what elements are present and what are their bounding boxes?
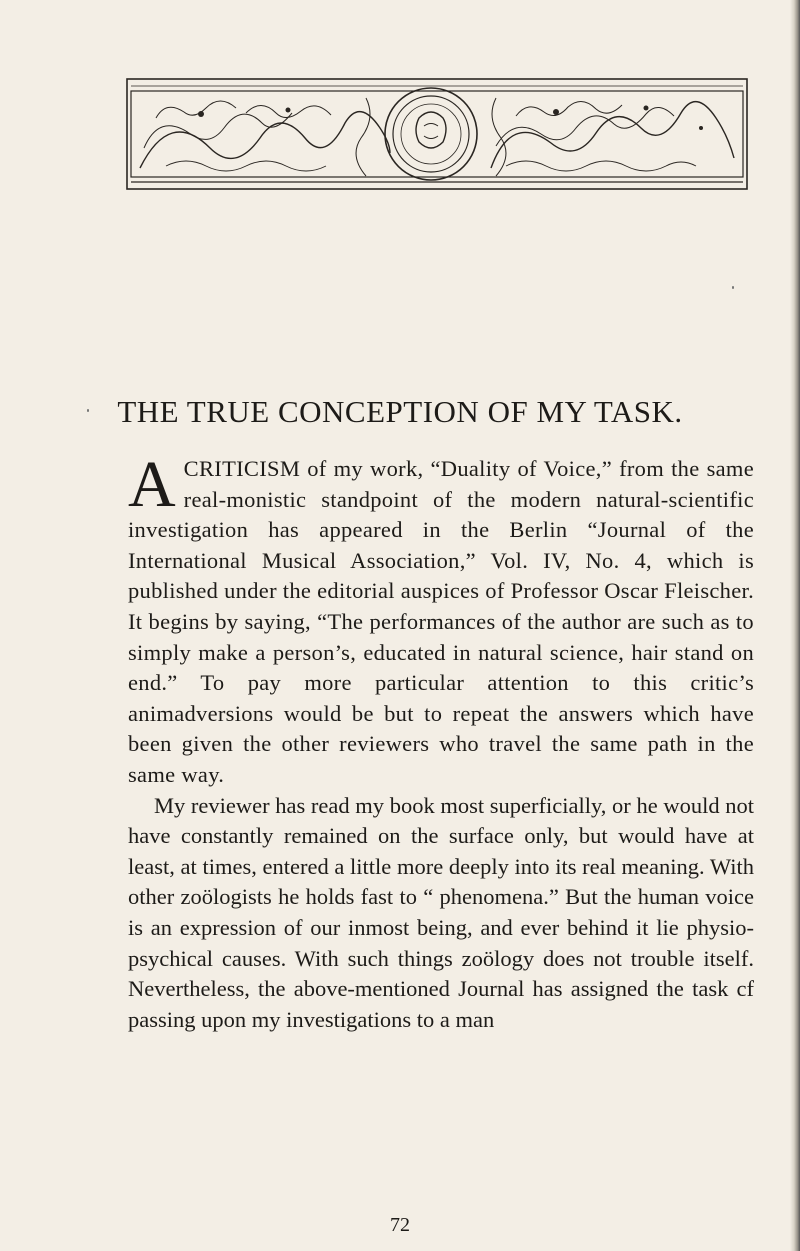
- headpiece-ornament-icon: [126, 78, 748, 190]
- paper-speck: [87, 409, 89, 412]
- paragraph-2: My reviewer has read my book most superficially, or he would not have constantly remained on the surface only, but would have at least, at times, entered a little more deeply into its real meaning. With other zoölogists he holds fast to “ phenomena.” But the human voice is an expression of our inmost being, and ever behind it lie physio-psychical causes. With such things zoölogy does not trouble itself. Nevertheless, the above-mentioned Journal has assigned the task cf passing upon my investigations to a man: [128, 792, 754, 1032]
- body-text: [128, 448, 754, 1035]
- paragraph-1: [128, 448, 754, 791]
- drop-cap: A: [128, 448, 176, 521]
- paper-speck: [732, 286, 734, 289]
- chapter-title: THE TRUE CONCEPTION OF MY TASK.: [117, 394, 683, 429]
- page-edge-shadow: [790, 0, 800, 1251]
- paragraph-1-text: CRITICISM of my work, “Duality of Voice,” from the same real-monistic standpoint of the modern natural-scientific investigation has appeared in the Berlin “Journal of the International Musical Association,” Vol. IV, No. 4, which is published under the editorial auspices of Professor Oscar Fleischer. It begins by saying, “The performances of the author are such as to simply make a person’s, educated in natural science, hair stand on end.” To pay more particular attention to this critic’s animadversions would be but to repeat the answers which have been given the other reviewers who travel the same path in the same way.: [128, 456, 754, 787]
- page-number: 72: [390, 1214, 410, 1236]
